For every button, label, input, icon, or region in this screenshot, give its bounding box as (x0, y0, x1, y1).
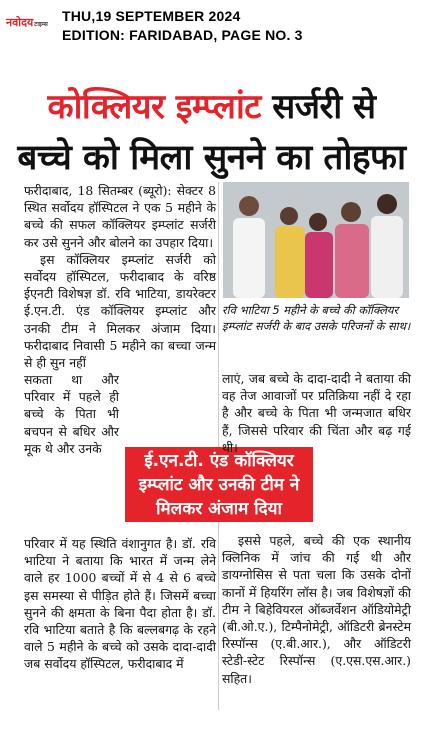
headline-black: सर्जरी से (272, 87, 376, 127)
headline-line-1 (0, 82, 423, 128)
article-column-1c (24, 535, 216, 673)
article-para-6: इससे पहले, बच्चे की एक स्थानीय क्लिनिक में जांच की गई थी और डायग्नोसिस से पता चला कि उसके दोनों कानों में हियरिंग लॉस है। जब विशेषज्ञों की टीम ने बिहेवियरल ऑब्जर्वेशन ऑडियोमेट्री (बी.ओ.ए.), टिम्पैनोमेट्री, ऑडिटरी ब्रेनस्टेम रिस्पॉन्स (ए.बी.आर.), और ऑडिटरी स्टेडी-स्टेट रिस्पॉन्स (ए.एस.एस.आर.) सहित। (222, 533, 411, 686)
pull-quote: ई.एन.टी. एंड कॉक्लियर इम्प्लांट और उनकी टीम ने मिलकर अंजाम दिया (138, 450, 300, 519)
article-para-1: फरीदाबाद, 18 सितम्बर (ब्यूरो): सेक्टर 8 स्थित सर्वोदय हॉस्पिटल ने एक 5 महीने के बच्चे की सफल कॉक्लियर इम्प्लांट सर्जरी कर उसे सुनने और बोलने का उपहार दिया। (24, 183, 216, 250)
article-para-4: परिवार में यह स्थिति वंशानुगत है। डॉ. रवि भाटिया ने बताया कि भारत में जन्म लेने वाले हर 1000 बच्चों में से 4 से 6 बच्चे इस समस्या से पीड़ित होते हैं। जिसमें बच्चा सुनने की क्षमता के बिना पैदा होता है। डॉ. रवि भाटिया बताते है कि बल्लबगढ़ के रहने वाले 5 महीने के बच्चे को उसके दादा-दादी जब सर्वोदय हॉस्पिटल, फरीदाबाद में (24, 536, 216, 672)
article-column-1 (24, 182, 216, 371)
news-photo-illustration (223, 182, 409, 298)
article-para-3: सकता था और परिवार में पहले ही बच्चे के पिता भी बचपन से बधिर और मूक थे और उनके (24, 372, 119, 456)
logo-text: नवोदय (6, 16, 34, 29)
headline-line-2: बच्चे को मिला सुनने का तोहफा (17, 138, 406, 178)
article-column-1b (24, 371, 216, 457)
article-column-2b (222, 532, 411, 687)
news-photo (223, 182, 409, 298)
edition-line: EDITION: FARIDABAD, PAGE NO. 3 (62, 27, 303, 43)
newspaper-logo (6, 10, 50, 36)
logo-sub: टाइम्स (34, 21, 48, 28)
article-para-2: इस कॉक्लियर इम्प्लांट सर्जरी को सर्वोदय हॉस्पिटल, फरीदाबाद के वरिष्ठ ईएनटी विशेषज्ञ डॉ. रवि भाटिया, डायरेक्टर ई.एन.टी. एंड कॉक्लियर इम्प्लांट और उनकी टीम ने मिलकर अंजाम दिया। फरीदाबाद निवासी 5 महीने का बच्चा जन्म से ही सुन नहीं (24, 251, 216, 371)
pull-quote-box (125, 447, 313, 522)
article-para-5: लाएं, जब बच्चे के दादा-दादी ने बताया की वह तेज आवाजों पर प्रतिक्रिया नहीं दे रहा है और बच्चे के पिता भी जन्मजात बधिर हैं, जिससे परिवार की चिंता और बढ़ गई थी। (222, 371, 411, 455)
headline-red: कोक्लियर इम्प्लांट (47, 87, 261, 127)
photo-caption: रवि भाटिया 5 महीने के बच्चे की कॉक्लियर इम्प्लांट सर्जरी के बाद उसके परिजनों के साथ। (222, 303, 411, 333)
article-column-2 (222, 370, 411, 456)
date-line: THU,19 SEPTEMBER 2024 (62, 8, 241, 24)
column-divider (218, 182, 219, 710)
